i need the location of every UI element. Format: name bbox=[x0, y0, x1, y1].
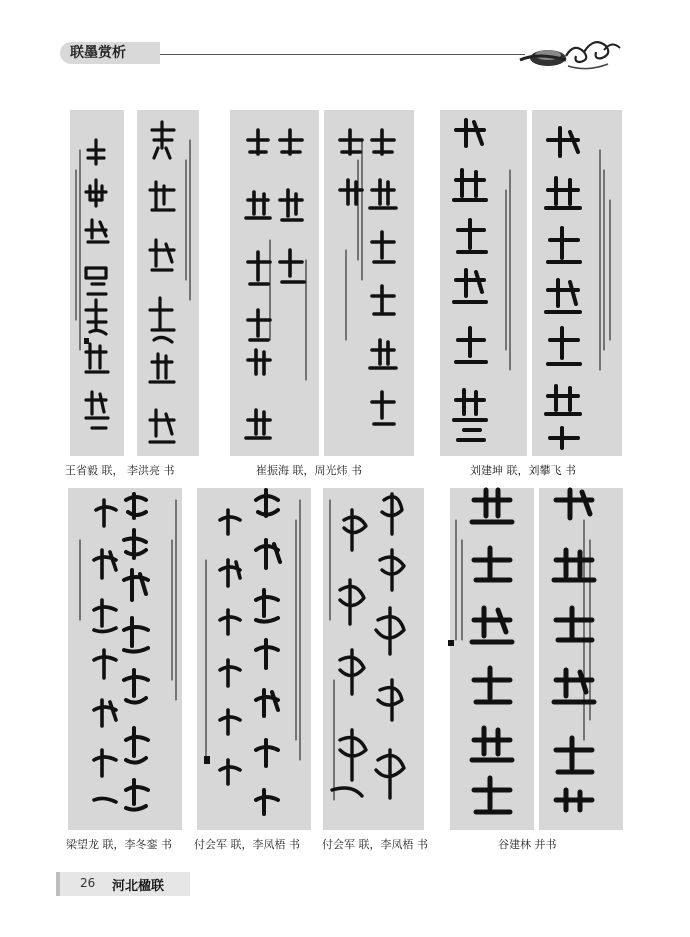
calligraphy-strokes-4 bbox=[124, 494, 148, 810]
inscription-3 bbox=[506, 170, 510, 370]
caption-work-1: 王省毅 联， 李洪亮 书 bbox=[65, 464, 175, 477]
calligraphy-strokes-3 bbox=[454, 120, 486, 440]
seal-1 bbox=[84, 338, 89, 344]
calligraphy-strokes-3b bbox=[546, 128, 580, 448]
caption-work-7: 谷建林 并书 bbox=[498, 838, 557, 851]
inscription-2b bbox=[346, 140, 362, 340]
inscription-6 bbox=[330, 500, 334, 800]
caption-work-3: 刘建坤 联，刘攀飞 书 bbox=[470, 464, 576, 477]
calligraphy-strokes-5b bbox=[220, 510, 240, 784]
seal-7 bbox=[448, 640, 454, 646]
seal-5 bbox=[204, 756, 210, 764]
inscription-1b bbox=[186, 140, 190, 300]
calligraphy-strokes-7b bbox=[554, 490, 594, 810]
journal-title: 河北楹联 bbox=[112, 879, 165, 894]
caption-work-6: 付会军 联，李凤梧 书 bbox=[322, 838, 428, 851]
section-title: 联墨赏析 bbox=[60, 42, 160, 64]
calligraphy-strokes-2 bbox=[246, 130, 304, 438]
calligraphy-strokes-1 bbox=[86, 140, 108, 428]
calligraphy-strokes-1b bbox=[150, 122, 174, 442]
inscription-1 bbox=[76, 150, 80, 350]
caption-work-4: 梁望龙 联，李冬銮 书 bbox=[66, 838, 172, 851]
calligraphy-strokes-6 bbox=[332, 494, 404, 798]
inscription-4 bbox=[80, 500, 176, 700]
inscription-3b bbox=[600, 150, 610, 370]
calligraphy-strokes-5 bbox=[256, 490, 280, 814]
calligraphy-strokes-4b bbox=[94, 500, 116, 802]
calligraphy-strokes-7 bbox=[472, 490, 512, 812]
page-number: 26 bbox=[80, 876, 96, 890]
caption-work-5: 付会军 联，李凤梧 书 bbox=[194, 838, 300, 851]
calligraphy-strokes-2b bbox=[340, 130, 396, 424]
caption-work-2: 崔振海 联，周光炜 书 bbox=[256, 464, 362, 477]
